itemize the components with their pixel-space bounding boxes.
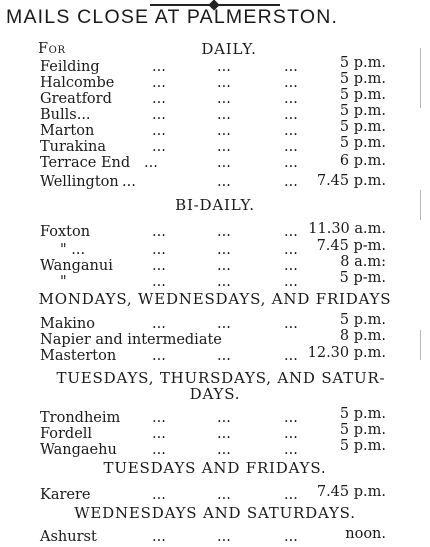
place-name: Wanganui — [40, 258, 113, 274]
leader-dots: ... — [122, 174, 136, 190]
leader-dots: ... — [217, 442, 231, 458]
leader-dots: ... — [217, 529, 231, 545]
leader-dots: ... — [217, 91, 231, 107]
leader-dots: ... — [284, 442, 298, 458]
leader-dots: ... — [152, 258, 166, 274]
leader-dots: ... — [152, 410, 166, 426]
leader-dots: ... — [284, 258, 298, 274]
place-name: Greatford — [40, 91, 112, 107]
leader-dots: ... — [152, 348, 166, 364]
place-name: Bulls... — [40, 107, 91, 123]
section-heading-ws: WEDNESDAYS AND SATURDAYS. — [74, 504, 356, 522]
place-name: Foxton — [40, 224, 91, 240]
close-time: 7.45 p.m. — [316, 484, 386, 500]
close-time: 5 p.m. — [339, 119, 386, 135]
close-time: 5 p.m. — [339, 135, 386, 151]
leader-dots: ... — [217, 274, 231, 290]
place-name: " — [60, 274, 67, 290]
place-name: Trondheim — [40, 410, 121, 426]
leader-dots: ... — [152, 442, 166, 458]
leader-dots: ... — [217, 107, 231, 123]
section-heading-bidaily: BI-DAILY. — [175, 196, 255, 214]
leader-dots: ... — [284, 426, 298, 442]
leader-dots: ... — [284, 155, 298, 171]
place-name: Terrace End — [40, 155, 131, 171]
leader-dots: ... — [152, 426, 166, 442]
leader-dots: ... — [152, 529, 166, 545]
section-heading-tts-line2: DAYS. — [189, 385, 241, 403]
place-name: " ... — [60, 242, 86, 258]
close-time: 5 p.m. — [339, 438, 386, 454]
close-time: 8 p.m. — [339, 328, 386, 344]
leader-dots: ... — [152, 75, 166, 91]
leader-dots: ... — [284, 139, 298, 155]
place-name: Makino — [40, 316, 95, 332]
leader-dots: ... — [217, 75, 231, 91]
leader-dots: ... — [284, 123, 298, 139]
close-time: 5 p.m. — [339, 312, 386, 328]
leader-dots: ... — [152, 274, 166, 290]
leader-dots: ... — [217, 139, 231, 155]
leader-dots: ... — [217, 59, 231, 75]
close-time: 7.45 p-m. — [316, 238, 386, 254]
leader-dots: ... — [217, 155, 231, 171]
close-time: 5 p.m. — [339, 406, 386, 422]
close-time: 7.45 p.m. — [316, 173, 386, 189]
leader-dots: ... — [217, 410, 231, 426]
leader-dots: ... — [284, 59, 298, 75]
leader-dots: ... — [152, 107, 166, 123]
leader-dots: ... — [284, 242, 298, 258]
place-name: Halcombe — [40, 75, 115, 91]
page-title: MAILS CLOSE AT PALMERSTON. — [6, 6, 339, 28]
leader-dots: ... — [217, 123, 231, 139]
close-time: 5 p.m. — [339, 103, 386, 119]
section-heading-tts-line1: TUESDAYS, THURSDAYS, AND SATUR- — [56, 369, 386, 387]
close-time: 6 p.m. — [339, 153, 386, 169]
leader-dots: ... — [217, 174, 231, 190]
place-name: Turakina — [40, 139, 106, 155]
section-heading-daily: DAILY. — [201, 40, 257, 58]
leader-dots: ... — [144, 155, 158, 171]
leader-dots: ... — [284, 75, 298, 91]
close-time: 11.30 a.m. — [308, 221, 386, 237]
leader-dots: ... — [284, 107, 298, 123]
leader-dots: ... — [284, 224, 298, 240]
close-time: 5 p.m. — [339, 55, 386, 71]
place-name: Marton — [40, 123, 95, 139]
leader-dots: ... — [284, 348, 298, 364]
leader-dots: ... — [217, 487, 231, 503]
leader-dots: ... — [284, 274, 298, 290]
place-name: Wangaehu — [40, 442, 117, 458]
leader-dots: ... — [152, 316, 166, 332]
close-time: 5 p-m. — [339, 270, 386, 286]
leader-dots: ... — [152, 139, 166, 155]
leader-dots: ... — [152, 224, 166, 240]
close-time: 5 p.m. — [339, 422, 386, 438]
place-name: Fordell — [40, 426, 93, 442]
place-name: Feilding — [40, 59, 100, 75]
leader-dots: ... — [217, 348, 231, 364]
leader-dots: ... — [217, 316, 231, 332]
leader-dots: ... — [217, 258, 231, 274]
leader-dots: ... — [152, 487, 166, 503]
close-time: 5 p.m. — [339, 87, 386, 103]
leader-dots: ... — [284, 410, 298, 426]
leader-dots: ... — [217, 242, 231, 258]
column-rule — [420, 330, 421, 360]
leader-dots: ... — [152, 91, 166, 107]
place-name: Karere — [40, 487, 91, 503]
for-label: For — [38, 41, 66, 57]
leader-dots: ... — [284, 174, 298, 190]
close-time: 12.30 p.m. — [307, 345, 386, 361]
section-heading-tf: TUESDAYS AND FRIDAYS. — [103, 459, 327, 477]
close-time: noon. — [345, 526, 386, 542]
leader-dots: ... — [284, 529, 298, 545]
leader-dots: ... — [152, 59, 166, 75]
leader-dots: ... — [217, 224, 231, 240]
leader-dots: ... — [152, 242, 166, 258]
leader-dots: ... — [284, 487, 298, 503]
close-time: 8 a.m: — [340, 254, 386, 270]
leader-dots: ... — [284, 91, 298, 107]
section-heading-mwf: MONDAYS, WEDNESDAYS, AND FRIDAYS — [38, 290, 392, 308]
close-time: 5 p.m. — [339, 71, 386, 87]
place-name: Ashurst — [40, 529, 97, 545]
leader-dots: ... — [284, 316, 298, 332]
leader-dots: ... — [152, 123, 166, 139]
leader-dots: ... — [217, 426, 231, 442]
place-name: Napier and intermediate — [40, 332, 222, 348]
place-name: Wellington — [40, 174, 119, 190]
place-name: Masterton — [40, 348, 117, 364]
